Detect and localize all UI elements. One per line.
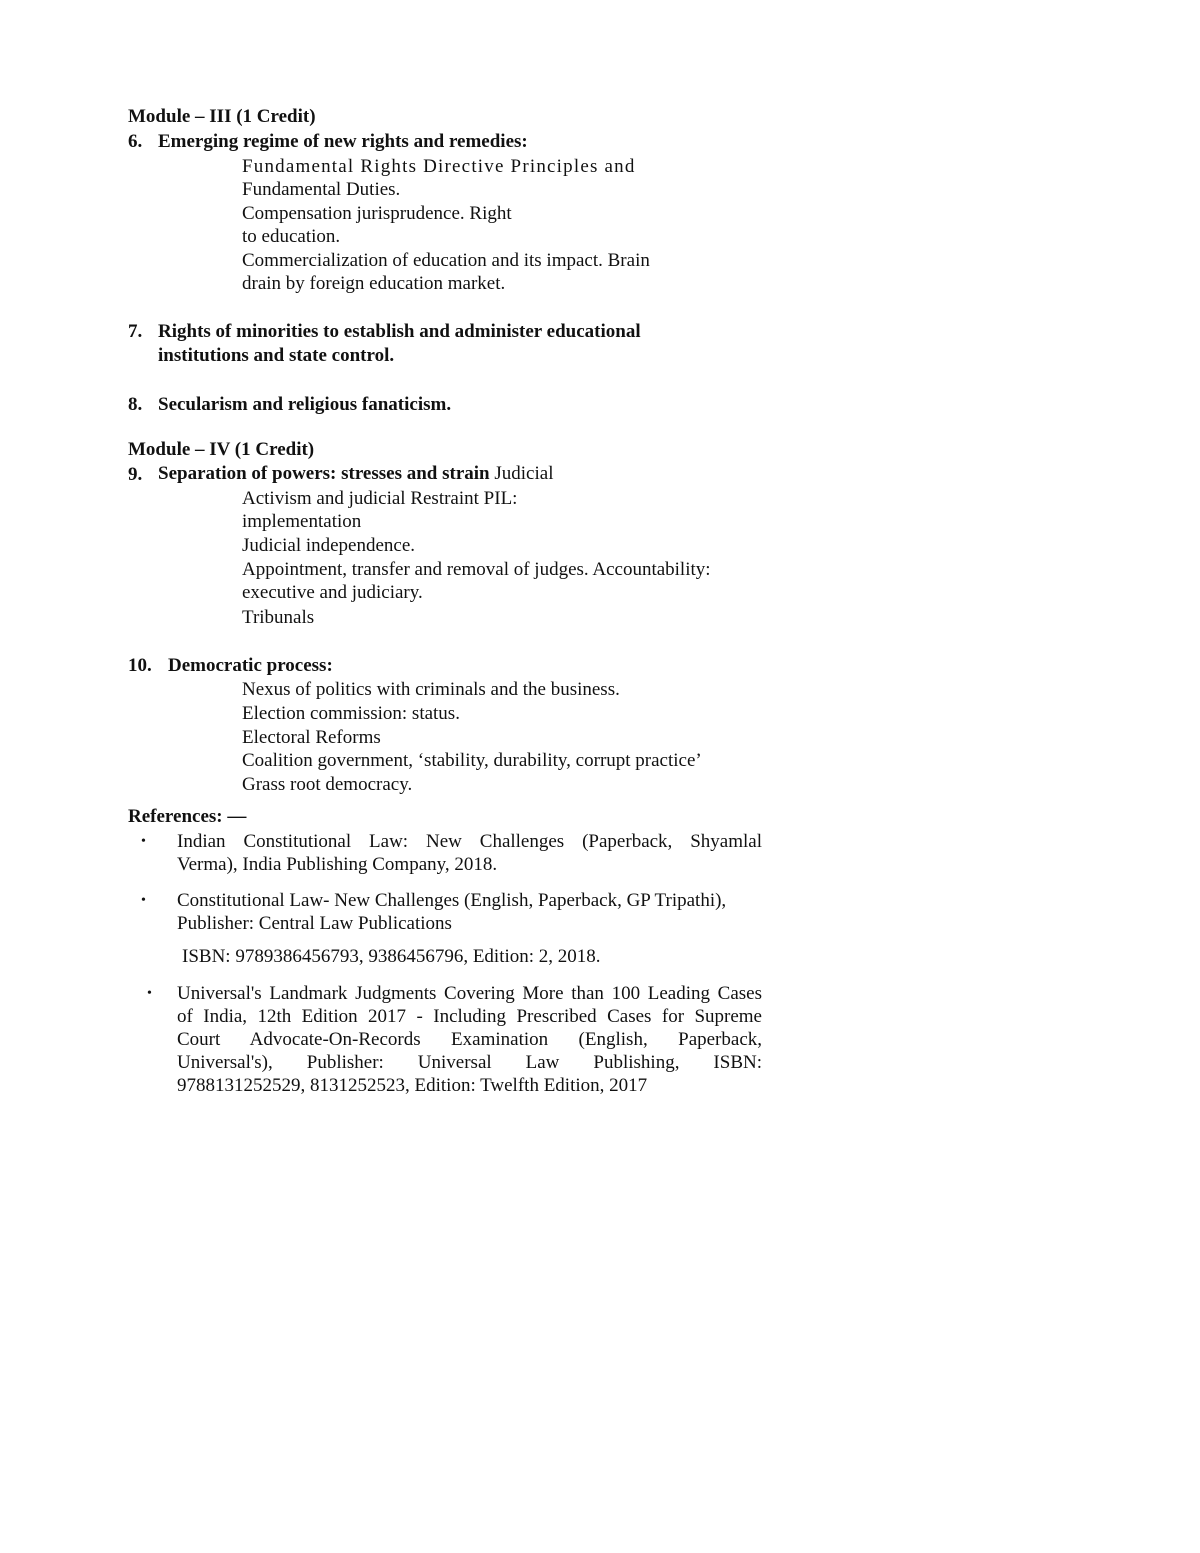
item-6-title: Emerging regime of new rights and remedies: (158, 131, 528, 152)
item-7-title-line-2: institutions and state control. (158, 345, 395, 366)
reference-1-line: Indian Constitutional Law: New Challenges (Paperback, Shyamlal (177, 831, 762, 852)
reference-bullet: • (147, 986, 152, 1001)
item-6-line: to education. (242, 226, 341, 247)
references-heading: References: — (128, 806, 247, 827)
item-9-title (158, 462, 553, 486)
module-3-heading: Module – III (1 Credit) (128, 106, 316, 127)
reference-1-line: Verma), India Publishing Company, 2018. (177, 854, 498, 875)
item-9-line: Tribunals (242, 607, 315, 628)
reference-2-line: Publisher: Central Law Publications (177, 913, 452, 934)
reference-2-isbn: ISBN: 9789386456793, 9386456796, Edition: 2, 2018. (182, 946, 601, 967)
item-9-line: Activism and judicial Restraint PIL: (242, 488, 518, 509)
reference-bullet: • (141, 834, 146, 849)
reference-3-line: of India, 12th Edition 2017 - Including Prescribed Cases for Supreme (177, 1006, 762, 1027)
item-6-line: Fundamental Rights Directive Principles and (242, 156, 636, 177)
item-9-line: executive and judiciary. (242, 582, 423, 603)
item-10-title: Democratic process: (168, 655, 333, 676)
item-7-title-line-1: Rights of minorities to establish and administer educational (158, 321, 641, 342)
item-6-line: drain by foreign education market. (242, 273, 506, 294)
item-10-line: Nexus of politics with criminals and the business. (242, 679, 620, 700)
reference-3-line: Court Advocate-On-Records Examination (English, Paperback, (177, 1029, 762, 1050)
item-10-line: Election commission: status. (242, 703, 460, 724)
item-9-line: Appointment, transfer and removal of judges. Accountability: (242, 559, 711, 580)
item-7-number: 7. (128, 321, 143, 342)
item-10-line: Coalition government, ‘stability, durability, corrupt practice’ (242, 750, 702, 771)
item-9-line: implementation (242, 511, 362, 532)
item-6-number: 6. (128, 131, 143, 152)
reference-1 (177, 830, 762, 876)
item-8-number: 8. (128, 394, 143, 415)
item-6-line: Compensation jurisprudence. Right (242, 203, 512, 224)
item-6-line: Commercialization of education and its impact. Brain (242, 250, 650, 271)
reference-3 (177, 982, 762, 1097)
item-9-line: Judicial independence. (242, 535, 416, 556)
reference-3-line: Universal's), Publisher: Universal Law Publishing, ISBN: (177, 1052, 762, 1073)
reference-bullet: • (141, 893, 146, 908)
item-8-title: Secularism and religious fanaticism. (158, 394, 452, 415)
module-4-heading: Module – IV (1 Credit) (128, 439, 315, 460)
item-10-line: Electoral Reforms (242, 727, 381, 748)
reference-3-line: Universal's Landmark Judgments Covering More than 100 Leading Cases (177, 983, 762, 1004)
item-9-title-bold: Separation of powers: stresses and strain (158, 463, 490, 484)
item-9-number: 9. (128, 464, 143, 485)
item-9-title-rest: Judicial (489, 463, 554, 484)
reference-3-line: 9788131252529, 8131252523, Edition: Twelfth Edition, 2017 (177, 1075, 648, 1096)
reference-2 (177, 889, 762, 935)
item-10-number: 10. (128, 655, 152, 676)
item-10-line: Grass root democracy. (242, 774, 413, 795)
item-6-line: Fundamental Duties. (242, 179, 401, 200)
reference-2-line: Constitutional Law- New Challenges (English, Paperback, GP Tripathi), (177, 890, 727, 911)
